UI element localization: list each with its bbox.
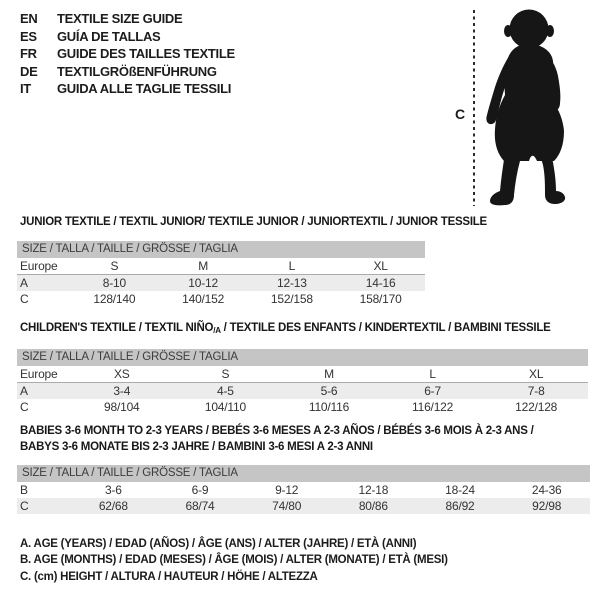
value-cell: 74/80 xyxy=(272,499,302,513)
value-cell: 8-10 xyxy=(102,276,126,290)
value-cell: 4-5 xyxy=(217,384,234,398)
lang-code: EN xyxy=(20,11,38,26)
size-cell: S xyxy=(221,367,230,381)
value-cell: 80/86 xyxy=(358,499,388,513)
lang-label: GUIDE DES TAILLES TEXTILE xyxy=(57,46,235,62)
table-header-bar: SIZE / TALLA / TAILLE / GRÖSSE / TAGLIA xyxy=(17,349,588,366)
children-title-text: / TEXTILE DES ENFANTS / KINDERTEXTIL / BAMBINI TESSILE xyxy=(220,322,551,334)
lang-code: ES xyxy=(20,28,37,44)
value-cell: 104/110 xyxy=(204,400,246,414)
children-section-title xyxy=(20,322,551,335)
children-size-table xyxy=(17,349,588,415)
row-label: Europe xyxy=(20,367,58,381)
lang-label: GUIDA ALLE TAGLIE TESSILI xyxy=(57,81,232,97)
value-cell: 6-9 xyxy=(191,483,209,497)
babies-size-table xyxy=(17,465,590,514)
height-measure-label: C xyxy=(455,106,466,122)
table-row-height xyxy=(17,498,590,514)
size-cell: L xyxy=(429,367,436,381)
value-cell: 86/92 xyxy=(445,499,475,513)
size-cell: S xyxy=(110,259,119,273)
babies-title-line1: BABIES 3-6 MONTH TO 2-3 YEARS / BEBÉS 3-6 MESES A 2-3 AÑOS / BÉBÉS 3-6 MOIS À 2-3 ANS / xyxy=(20,425,534,437)
value-cell: 98/104 xyxy=(104,400,140,414)
size-cell: XS xyxy=(113,367,130,381)
value-cell: 14-16 xyxy=(365,276,396,290)
size-cell: L xyxy=(288,259,296,273)
value-cell: 158/170 xyxy=(359,292,402,306)
value-cell: 122/128 xyxy=(515,400,558,414)
value-cell: 128/140 xyxy=(93,292,136,306)
value-cell: 68/74 xyxy=(185,499,215,513)
table-row-height xyxy=(17,399,588,415)
height-dotted-line xyxy=(473,10,475,206)
value-cell: 110/116 xyxy=(308,400,350,414)
table-row-sizes xyxy=(17,366,588,383)
lang-code: DE xyxy=(20,63,38,79)
size-cell: XL xyxy=(529,367,544,381)
value-cell: 3-6 xyxy=(104,483,122,497)
value-cell: 18-24 xyxy=(445,483,475,497)
value-cell: 6-7 xyxy=(424,384,441,398)
lang-code: IT xyxy=(20,81,31,97)
table-header-bar: SIZE / TALLA / TAILLE / GRÖSSE / TAGLIA xyxy=(17,241,425,258)
lang-label: GUÍA DE TALLAS xyxy=(57,28,161,44)
babies-section-title xyxy=(20,423,534,455)
junior-section-title xyxy=(20,216,487,228)
value-cell: 12-13 xyxy=(277,276,307,290)
row-label: C xyxy=(20,400,29,414)
junior-size-table xyxy=(17,241,425,307)
children-title-subscript: /A xyxy=(213,326,221,335)
table-header-bar: SIZE / TALLA / TAILLE / GRÖSSE / TAGLIA xyxy=(17,465,590,482)
value-cell: 152/158 xyxy=(270,292,313,306)
value-cell: 5-6 xyxy=(320,384,338,398)
footnote-legend xyxy=(20,536,448,585)
row-label: B xyxy=(20,483,28,497)
footnote-age-months: B. AGE (MONTHS) / EDAD (MESES) / ÂGE (MOIS) / ALTER (MONATE) / ETÀ (MESI) xyxy=(20,554,448,567)
row-label: A xyxy=(20,276,28,290)
row-label: C xyxy=(20,292,29,306)
value-cell: 9-12 xyxy=(275,483,299,497)
table-row-age xyxy=(17,383,588,399)
size-cell: M xyxy=(324,367,334,381)
value-cell: 62/68 xyxy=(98,499,128,513)
children-title-text: CHILDREN'S TEXTILE / TEXTIL NIÑO xyxy=(20,322,214,334)
row-label: C xyxy=(20,499,29,513)
value-cell: 140/152 xyxy=(182,292,225,306)
table-row-age xyxy=(17,275,425,291)
footnote-age-years: A. AGE (YEARS) / EDAD (AÑOS) / ÂGE (ANS) / ALTER (JAHRE) / ETÀ (ANNI) xyxy=(20,538,417,550)
value-cell: 116/122 xyxy=(412,400,454,414)
row-label: A xyxy=(20,384,28,398)
language-list xyxy=(20,10,235,98)
lang-label: TEXTILE SIZE GUIDE xyxy=(57,11,183,26)
lang-code: FR xyxy=(20,46,37,62)
table-row-sizes xyxy=(17,258,425,275)
footnote-height: C. (cm) HEIGHT / ALTURA / HAUTEUR / HÖHE / ALTEZZA xyxy=(20,570,318,583)
lang-label: TEXTILGRÖßENFÜHRUNG xyxy=(57,63,217,79)
table-row-height xyxy=(17,291,425,307)
table-row-months xyxy=(17,482,590,498)
value-cell: 92/98 xyxy=(532,499,562,513)
value-cell: 24-36 xyxy=(531,483,562,497)
baby-silhouette-icon xyxy=(481,5,586,210)
value-cell: 3-4 xyxy=(113,384,131,398)
value-cell: 10-12 xyxy=(188,276,218,290)
size-cell: XL xyxy=(373,259,388,273)
junior-title-text: JUNIOR TEXTILE / TEXTIL JUNIOR/ TEXTILE JUNIOR / JUNIORTEXTIL / JUNIOR TESSILE xyxy=(20,216,487,228)
value-cell: 7-8 xyxy=(527,384,545,398)
babies-title-line2: BABYS 3-6 MONATE BIS 2-3 JAHRE / BAMBINI 3-6 MESI A 2-3 ANNI xyxy=(20,441,373,453)
value-cell: 12-18 xyxy=(358,483,389,497)
row-label: Europe xyxy=(20,259,58,273)
size-cell: M xyxy=(198,259,209,273)
